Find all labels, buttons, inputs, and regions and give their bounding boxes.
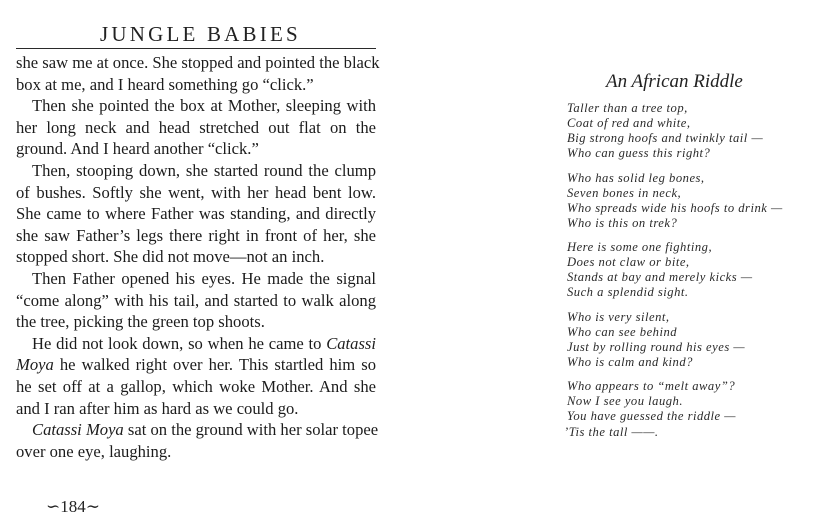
- poem-line: Who is this on trek?: [567, 215, 678, 230]
- text-line: [16, 52, 380, 74]
- text-line-content: he walked right over her. This startled him so: [53, 355, 376, 375]
- body-text: [16, 52, 380, 462]
- text-line-content: and I ran after him as hard as we could go.: [16, 398, 299, 418]
- text-line-content: her long neck and head stretched out flat on the: [16, 117, 376, 137]
- poem-stanza: [567, 171, 783, 231]
- poem-stanza: [567, 240, 783, 300]
- text-line: [16, 74, 376, 96]
- poem-line: Stands at bay and merely kicks —: [567, 270, 753, 285]
- text-line: [16, 138, 376, 160]
- text-line-content: sat on the ground with her solar topee: [123, 420, 379, 440]
- text-line: [16, 290, 376, 312]
- text-line-content: ground. And I heard another “click.”: [16, 139, 259, 159]
- text-line: [16, 182, 376, 204]
- text-line: [16, 225, 376, 247]
- poem-stanza: [567, 101, 783, 161]
- italic-name: Catassi: [326, 333, 376, 353]
- text-line-content: Then, stooping down, she started round the clump: [32, 160, 376, 180]
- text-line-content: she saw Father’s legs there right in front of her, she: [16, 225, 376, 245]
- text-line: [16, 95, 376, 117]
- left-page: [0, 0, 400, 532]
- poem-line: Taller than a tree top,: [567, 101, 688, 115]
- text-line-content: the tree, picking the green top shoots.: [16, 312, 265, 332]
- text-line-content: “come along” with his tail, and started to walk along: [16, 290, 376, 310]
- poem-stanza: [567, 310, 783, 370]
- text-line: [16, 333, 376, 355]
- poem-line: Who has solid leg bones,: [567, 170, 705, 185]
- right-page: [430, 0, 830, 532]
- text-line: [16, 398, 376, 420]
- text-line: [16, 160, 376, 182]
- poem: [564, 101, 783, 449]
- text-line-content: box at me, and I heard something go “click.”: [16, 74, 314, 94]
- text-line: [16, 268, 376, 290]
- poem-title: An African Riddle: [606, 71, 743, 92]
- poem-line: Does not claw or bite,: [567, 255, 690, 270]
- text-line-content: stopped short. She did not move—not an inch.: [16, 247, 325, 267]
- poem-line: You have guessed the riddle —: [567, 409, 736, 424]
- poem-line: Who appears to “melt away”?: [567, 379, 736, 394]
- poem-line: Coat of red and white,: [567, 116, 691, 131]
- text-line: [16, 419, 379, 441]
- poem-line: ’Tis the tall ——.: [564, 424, 659, 439]
- page-number: ∽184∼: [46, 497, 100, 516]
- poem-line: Such a splendid sight.: [567, 285, 689, 300]
- poem-line: Who can see behind: [567, 324, 678, 339]
- text-line-content: over one eye, laughing.: [16, 441, 172, 461]
- italic-name: Catassi Moya: [32, 420, 124, 440]
- text-line-content: She came to where Father was standing, and directly: [16, 204, 376, 224]
- text-line: [16, 117, 376, 139]
- poem-line: Who is calm and kind?: [567, 354, 693, 369]
- poem-line: Here is some one fighting,: [567, 240, 713, 255]
- poem-line: Who can guess this right?: [567, 146, 711, 161]
- text-line-content: she saw me at once. She stopped and pointed the black: [16, 53, 380, 72]
- text-line-content: Then she pointed the box at Mother, sleeping with: [32, 96, 376, 116]
- text-line-content: of bushes. Softly she went, with her head bent low.: [16, 182, 376, 202]
- text-line: [16, 441, 376, 463]
- poem-line: Who is very silent,: [567, 309, 670, 324]
- text-line: [16, 311, 376, 333]
- text-line-content: He did not look down, so when he came to: [32, 333, 327, 353]
- running-head: JUNGLE BABIES: [100, 22, 301, 46]
- header-rule: [16, 48, 376, 49]
- italic-name: Moya: [16, 355, 54, 375]
- poem-line: Big strong hoofs and twinkly tail —: [567, 131, 764, 146]
- text-line: [16, 203, 376, 225]
- text-line: [16, 246, 376, 268]
- poem-line: Seven bones in neck,: [567, 185, 682, 200]
- poem-line: Now I see you laugh.: [567, 394, 683, 409]
- poem-line: Just by rolling round his eyes —: [567, 339, 746, 354]
- text-line: [16, 354, 376, 376]
- poem-line: Who spreads wide his hoofs to drink —: [567, 200, 783, 215]
- poem-stanza: [564, 379, 783, 439]
- text-line-content: Then Father opened his eyes. He made the signal: [32, 268, 376, 288]
- text-line-content: he set off at a gallop, which woke Mother. And she: [16, 376, 376, 396]
- text-line: [16, 376, 376, 398]
